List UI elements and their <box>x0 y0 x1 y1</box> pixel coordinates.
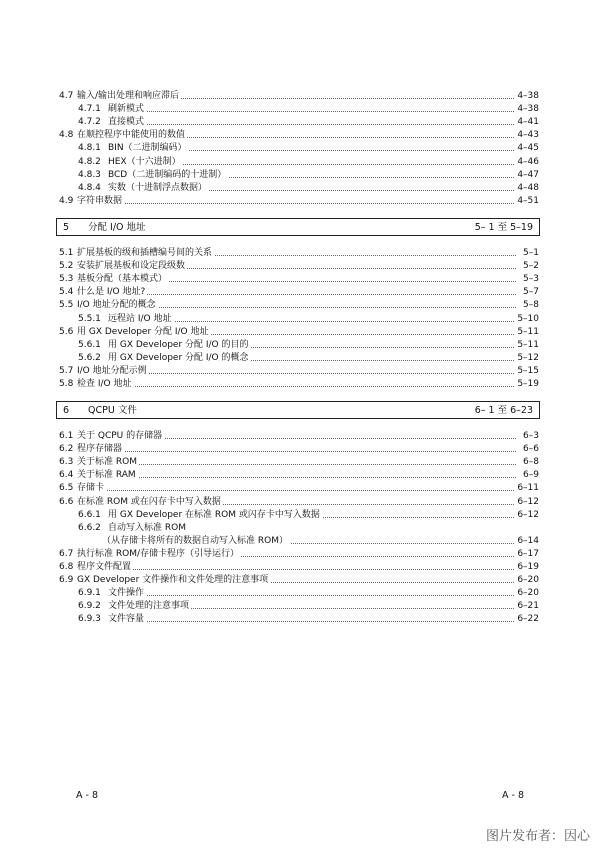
toc-entry[interactable] <box>0 522 600 535</box>
dot-leader <box>108 621 516 622</box>
toc-entry-title: 检查 I/O 地址 <box>77 379 132 389</box>
chapter-number: 6 <box>63 405 70 416</box>
toc-entry[interactable] <box>0 142 600 155</box>
toc-entry[interactable] <box>0 116 600 129</box>
toc-entry-number: 6.4 <box>59 470 74 481</box>
toc-entry-number: 5.5 <box>59 300 74 311</box>
chapter-page-range: 6– 1 至 6–23 <box>474 405 533 416</box>
watermark-text: 图片发布者：因心 <box>485 829 590 844</box>
toc-entry[interactable] <box>0 182 600 195</box>
toc-entry-page: 6–9 <box>523 470 539 481</box>
toc-entry[interactable] <box>0 169 600 182</box>
toc-entry[interactable] <box>0 339 600 352</box>
toc-entry-title: BIN（二进制编码） <box>108 143 187 154</box>
toc-entry-page: 4–43 <box>517 130 539 141</box>
toc-entry-page: 6–12 <box>517 496 539 507</box>
toc-entry-number: 5.8 <box>59 379 74 389</box>
toc-entry[interactable] <box>0 156 600 169</box>
toc-entry-page: 4–47 <box>517 169 539 180</box>
toc-entry[interactable] <box>0 496 600 509</box>
toc-entry-title: 什么是 I/O 地址? <box>77 287 146 298</box>
toc-entry-number: 5.3 <box>59 274 74 285</box>
footer-page-left: A - 8 <box>76 790 99 801</box>
toc-entry-page: 6–8 <box>523 457 539 468</box>
toc-entry-page: 4–45 <box>517 143 539 154</box>
toc-entry-number: 6.7 <box>59 548 74 559</box>
toc-entry-title: 刷新模式 <box>108 104 145 115</box>
toc-entry-number: 6.6.1 <box>78 509 101 520</box>
toc-entry-page: 4–46 <box>517 156 539 167</box>
toc-entry-title: 自动写入标准 ROM <box>108 522 186 533</box>
toc-entry-title: 字符串数据 <box>77 195 123 206</box>
toc-entry[interactable] <box>0 482 600 495</box>
toc-entry[interactable] <box>0 535 600 548</box>
toc-entry-page: 6–3 <box>523 431 539 441</box>
toc-entry-page: 5–3 <box>523 274 539 285</box>
dot-leader <box>77 477 516 478</box>
toc-entry-number: 6.1 <box>59 431 74 441</box>
toc-entry[interactable] <box>0 247 600 260</box>
toc-entry-page: 5–1 <box>523 248 539 258</box>
toc-entry[interactable] <box>0 260 600 273</box>
toc-entry-title: HEX（十六进制） <box>108 156 181 167</box>
toc-entry-page: 6–12 <box>517 509 539 520</box>
dot-leader <box>108 124 516 125</box>
toc-entry-number: 5.4 <box>59 287 74 298</box>
chapter-page-range: 5– 1 至 5–19 <box>474 222 533 233</box>
toc-entry-page: 5–10 <box>517 313 539 324</box>
dot-leader <box>108 595 516 596</box>
toc-entry[interactable] <box>0 600 600 613</box>
toc-entry-number: 6.6.2 <box>78 522 101 533</box>
toc-entry[interactable] <box>0 548 600 561</box>
toc-entry[interactable] <box>0 273 600 286</box>
toc-entry-page: 5–7 <box>523 287 539 298</box>
toc-entry-title: 基板分配（基本模式） <box>77 274 168 285</box>
toc-entry-title: 关于标准 ROM <box>77 457 137 468</box>
toc-entry[interactable] <box>0 90 600 103</box>
toc-entry[interactable] <box>0 286 600 299</box>
toc-entry-page: 5–19 <box>517 379 539 389</box>
toc-entry-title: I/O 地址分配的概念 <box>77 300 156 311</box>
toc-entry-page: 5–2 <box>523 261 539 272</box>
toc-entry-title: 存储卡 <box>77 483 105 494</box>
toc-entry-page: 5–11 <box>517 326 539 337</box>
toc-entry[interactable] <box>0 103 600 116</box>
toc-entry[interactable] <box>0 561 600 574</box>
toc-entry-number: 6.9.3 <box>78 614 101 625</box>
toc-entry-number: 5.6.2 <box>78 352 101 363</box>
toc-entry-page: 6–14 <box>517 535 539 546</box>
toc-entry-page: 6–22 <box>517 614 539 625</box>
chapter-header-5 <box>56 218 540 236</box>
toc-entry-title: 文件操作 <box>108 588 145 599</box>
toc-entry-number: 4.9 <box>59 195 74 206</box>
toc-entry-title: 远程站 I/O 地址 <box>108 313 172 324</box>
toc-entry-title: BCD（二进制编码的十进制） <box>108 169 227 180</box>
toc-entry[interactable] <box>0 430 600 443</box>
toc-entry-page: 5–11 <box>517 339 539 350</box>
toc-entry-page: 5–15 <box>517 365 539 376</box>
toc-entry-title: 实数（十进制浮点数据） <box>108 182 208 193</box>
toc-entry-title: I/O 地址分配示例 <box>77 365 147 376</box>
toc-entry[interactable] <box>0 352 600 365</box>
toc-entry[interactable] <box>0 509 600 522</box>
toc-entry-number: 6.8 <box>59 562 74 572</box>
dot-leader <box>108 111 516 112</box>
toc-entry-page: 6–20 <box>517 575 539 586</box>
toc-entry-page: 4–41 <box>517 117 539 128</box>
dot-leader <box>77 464 516 465</box>
toc-entry[interactable] <box>0 195 600 208</box>
toc-entry-title: 安装扩展基板和设定段级数 <box>77 261 186 272</box>
dot-leader <box>77 569 516 570</box>
toc-entry[interactable] <box>0 129 600 142</box>
toc-entry-number: 6.9 <box>59 575 74 586</box>
toc-entry-page: 5–12 <box>517 352 539 363</box>
toc-entry-number: 4.7 <box>59 91 74 101</box>
toc-entry-page: 5–8 <box>523 300 539 311</box>
footer-page-right: A - 8 <box>501 790 524 801</box>
toc-entry-number: 6.9.2 <box>78 601 101 612</box>
toc-entry-title: 在顺控程序中能使用的数值 <box>77 130 186 141</box>
toc-entry[interactable] <box>0 456 600 469</box>
toc-entry-number: 4.8.4 <box>78 182 101 193</box>
chapter-title: QCPU 文件 <box>88 405 137 416</box>
toc-entry-title: 程序文件配置 <box>77 562 132 572</box>
toc-entry-title: 文件处理的注意事项 <box>108 601 190 612</box>
dot-leader <box>77 490 516 491</box>
dot-leader <box>77 203 516 204</box>
toc-entry-title: 直接模式 <box>108 117 145 128</box>
toc-entry[interactable] <box>0 613 600 626</box>
toc-entry-title: 用 GX Developer 分配 I/O 的概念 <box>108 352 249 363</box>
toc-entry-number: 6.2 <box>59 444 74 455</box>
toc-entry-number: 4.8.2 <box>78 156 101 167</box>
toc-entry[interactable] <box>0 299 600 312</box>
toc-entry-title: 扩展基板的级和插槽编号间的关系 <box>77 248 213 258</box>
toc-entry[interactable] <box>0 326 600 339</box>
toc-entry-title: （从存储卡将所有的数据自动写入标准 ROM） <box>102 535 288 546</box>
toc-entry-page: 4–38 <box>517 104 539 115</box>
toc-entry-number: 5.6.1 <box>78 339 101 350</box>
toc-entry-page: 4–48 <box>517 182 539 193</box>
toc-entry-page: 6–11 <box>517 483 539 494</box>
toc-entry[interactable] <box>0 574 600 587</box>
toc-entry-number: 4.7.1 <box>78 104 101 115</box>
toc-entry[interactable] <box>0 378 600 391</box>
toc-entry[interactable] <box>0 469 600 482</box>
toc-entry[interactable] <box>0 443 600 456</box>
toc-entry-number: 4.8.3 <box>78 169 101 180</box>
toc-entry[interactable] <box>0 313 600 326</box>
toc-entry-page: 6–6 <box>523 444 539 455</box>
toc-entry-title: 文件容量 <box>108 614 145 625</box>
toc-entry-title: 用 GX Developer 分配 I/O 地址 <box>77 326 209 337</box>
toc-entry-number: 5.1 <box>59 248 74 258</box>
toc-entry-number: 6.5 <box>59 483 74 494</box>
toc-entry-title: 关于 QCPU 的存储器 <box>77 431 163 441</box>
toc-entry-page: 6–20 <box>517 588 539 599</box>
toc-entry-number: 4.8.1 <box>78 143 101 154</box>
toc-entry-number: 5.7 <box>59 365 74 376</box>
toc-entry-page: 4–51 <box>517 195 539 206</box>
toc-entry-title: 程序存储器 <box>77 444 123 455</box>
toc-entry-number: 6.9.1 <box>78 588 101 599</box>
toc-entry-number: 5.5.1 <box>78 313 101 324</box>
chapter-header-6 <box>56 401 540 419</box>
toc-entry-title: GX Developer 文件操作和文件处理的注意事项 <box>77 575 269 586</box>
chapter-title: 分配 I/O 地址 <box>88 222 146 233</box>
toc-entry-number: 6.6 <box>59 496 74 507</box>
toc-entry-number: 4.7.2 <box>78 117 101 128</box>
dot-leader <box>77 386 516 387</box>
toc-entry-title: 执行标准 ROM/存储卡程序（引导运行） <box>77 548 239 559</box>
toc-entry-page: 4–38 <box>517 91 539 101</box>
toc-entry-page: 6–19 <box>517 562 539 572</box>
toc-entry-number: 5.6 <box>59 326 74 337</box>
dot-leader <box>77 451 516 452</box>
toc-entry-page: 6–17 <box>517 548 539 559</box>
toc-entry-title: 用 GX Developer 在标准 ROM 或闪存卡中写入数据 <box>108 509 320 520</box>
toc-entry-number: 4.8 <box>59 130 74 141</box>
toc-entry-number: 5.2 <box>59 261 74 272</box>
toc-entry-title: 用 GX Developer 分配 I/O 的目的 <box>108 339 249 350</box>
toc-entry[interactable] <box>0 365 600 378</box>
toc-entry-title: 输入/输出处理和响应滞后 <box>77 91 180 101</box>
chapter-number: 5 <box>63 222 70 233</box>
toc-entry-number: 6.3 <box>59 457 74 468</box>
toc-entry-title: 在标准 ROM 或在闪存卡中写入数据 <box>77 496 221 507</box>
toc-entry-page: 6–21 <box>517 601 539 612</box>
toc-entry-title: 关于标准 RAM <box>77 470 136 481</box>
toc-entry[interactable] <box>0 587 600 600</box>
